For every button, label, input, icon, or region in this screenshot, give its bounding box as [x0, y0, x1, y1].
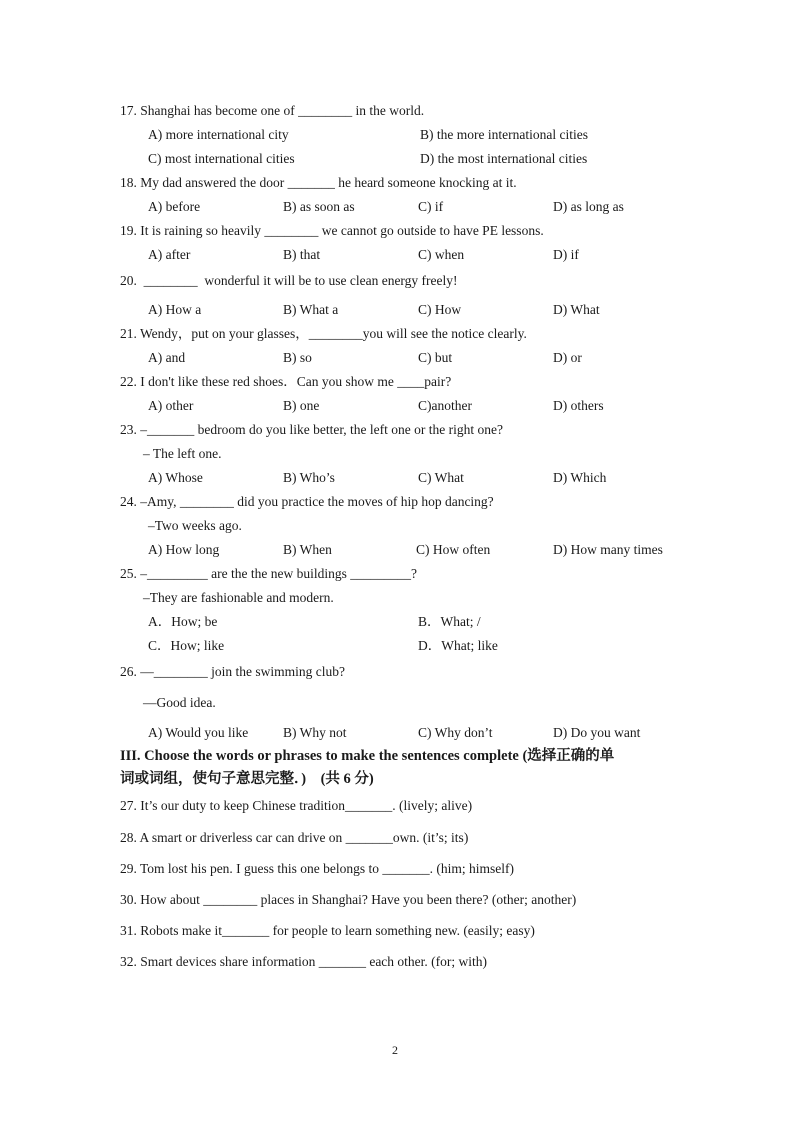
question-23-option-a: A) Whose	[148, 470, 203, 485]
page-number: 2	[392, 1043, 398, 1057]
question-25-option-b: B．What; /	[418, 614, 481, 629]
question-17-option-b: B) the more international cities	[420, 127, 588, 142]
question-22-option-d: D) others	[553, 398, 604, 413]
question-26-option-a: A) Would you like	[148, 725, 249, 740]
question-24-option-c: C) How often	[416, 542, 491, 557]
question-20-option-d: D) What	[553, 302, 600, 317]
question-24-reply: –Two weeks ago.	[148, 518, 242, 533]
question-17-option-d: D) the most international cities	[420, 151, 588, 166]
question-25-option-c: C．How; like	[148, 638, 225, 653]
question-26-option-b: B) Why not	[283, 725, 347, 740]
question-20-stem: 20. ________ wonderful it will be to use clean energy freely!	[120, 273, 458, 288]
question-21-option-c: C) but	[418, 350, 453, 365]
question-23-stem: 23. –_______ bedroom do you like better, the left one or the right one?	[120, 422, 503, 437]
question-22-option-b: B) one	[283, 398, 320, 413]
section-3-item: 27. It’s our duty to keep Chinese tradition_______. (lively; alive)	[120, 798, 473, 813]
question-26-reply: —Good idea.	[143, 695, 216, 710]
question-18-option-a: A) before	[148, 199, 201, 214]
question-21-option-a: A) and	[148, 350, 186, 365]
question-26-option-d: D) Do you want	[553, 725, 641, 740]
question-18-option-b: B) as soon as	[283, 199, 355, 214]
question-26-option-c: C) Why don’t	[418, 725, 493, 740]
question-22-stem: 22. I don't like these red shoes．Can you show me ____pair?	[120, 374, 452, 389]
question-19-option-d: D) if	[553, 247, 579, 262]
question-20-option-a: A) How a	[148, 302, 202, 317]
section-3-item: 28. A smart or driverless car can drive on _______own. (it’s; its)	[120, 830, 469, 845]
question-21-stem: 21. Wendy，put on your glasses，________you will see the notice clearly.	[120, 326, 527, 341]
question-23-option-b: B) Who’s	[283, 470, 335, 485]
question-17-option-c: C) most international cities	[148, 151, 295, 166]
section-3-item: 29. Tom lost his pen. I guess this one belongs to _______. (him; himself)	[120, 861, 515, 876]
question-24-option-b: B) When	[283, 542, 332, 557]
section-3-heading-line-2: 词或词组，使句子意思完整．) (共 6 分)	[120, 771, 374, 787]
question-26-stem: 26. —________ join the swimming club?	[120, 664, 345, 679]
question-23-reply: – The left one.	[143, 446, 222, 461]
question-21-option-d: D) or	[553, 350, 582, 365]
question-21-option-b: B) so	[283, 350, 312, 365]
question-23-option-d: D) Which	[553, 470, 607, 485]
section-3-item: 32. Smart devices share information _______ each other. (for; with)	[120, 954, 488, 969]
question-25-option-d: D．What; like	[418, 638, 498, 653]
question-18-stem: 18. My dad answered the door _______ he heard someone knocking at it.	[120, 175, 517, 190]
question-24-option-a: A) How long	[148, 542, 220, 557]
question-24-option-d: D) How many times	[553, 542, 663, 557]
question-18-option-d: D) as long as	[553, 199, 624, 214]
question-17-option-a: A) more international city	[148, 127, 289, 142]
question-23-option-c: C) What	[418, 470, 464, 485]
question-20-option-b: B) What a	[283, 302, 339, 317]
question-25-reply: –They are fashionable and modern.	[143, 590, 334, 605]
question-22-option-a: A) other	[148, 398, 194, 413]
question-18-option-c: C) if	[418, 199, 444, 214]
question-19-stem: 19. It is raining so heavily ________ we cannot go outside to have PE lessons.	[120, 223, 544, 238]
section-3-heading-line-1: III. Choose the words or phrases to make the sentences complete (选择正确的单	[120, 748, 615, 764]
section-3-item: 31. Robots make it_______ for people to learn something new. (easily; easy)	[120, 923, 535, 938]
section-3-item: 30. How about ________ places in Shanghai? Have you been there? (other; another)	[120, 892, 577, 907]
question-25-stem: 25. –_________ are the the new buildings _________?	[120, 566, 417, 581]
question-19-option-a: A) after	[148, 247, 191, 262]
question-19-option-c: C) when	[418, 247, 465, 262]
question-20-option-c: C) How	[418, 302, 462, 317]
question-17-stem: 17. Shanghai has become one of ________ in the world.	[120, 103, 425, 118]
question-24-stem: 24. –Amy, ________ did you practice the moves of hip hop dancing?	[120, 494, 494, 509]
question-22-option-c: C)another	[418, 398, 472, 413]
question-25-option-a: A．How; be	[148, 614, 218, 629]
question-19-option-b: B) that	[283, 247, 321, 262]
